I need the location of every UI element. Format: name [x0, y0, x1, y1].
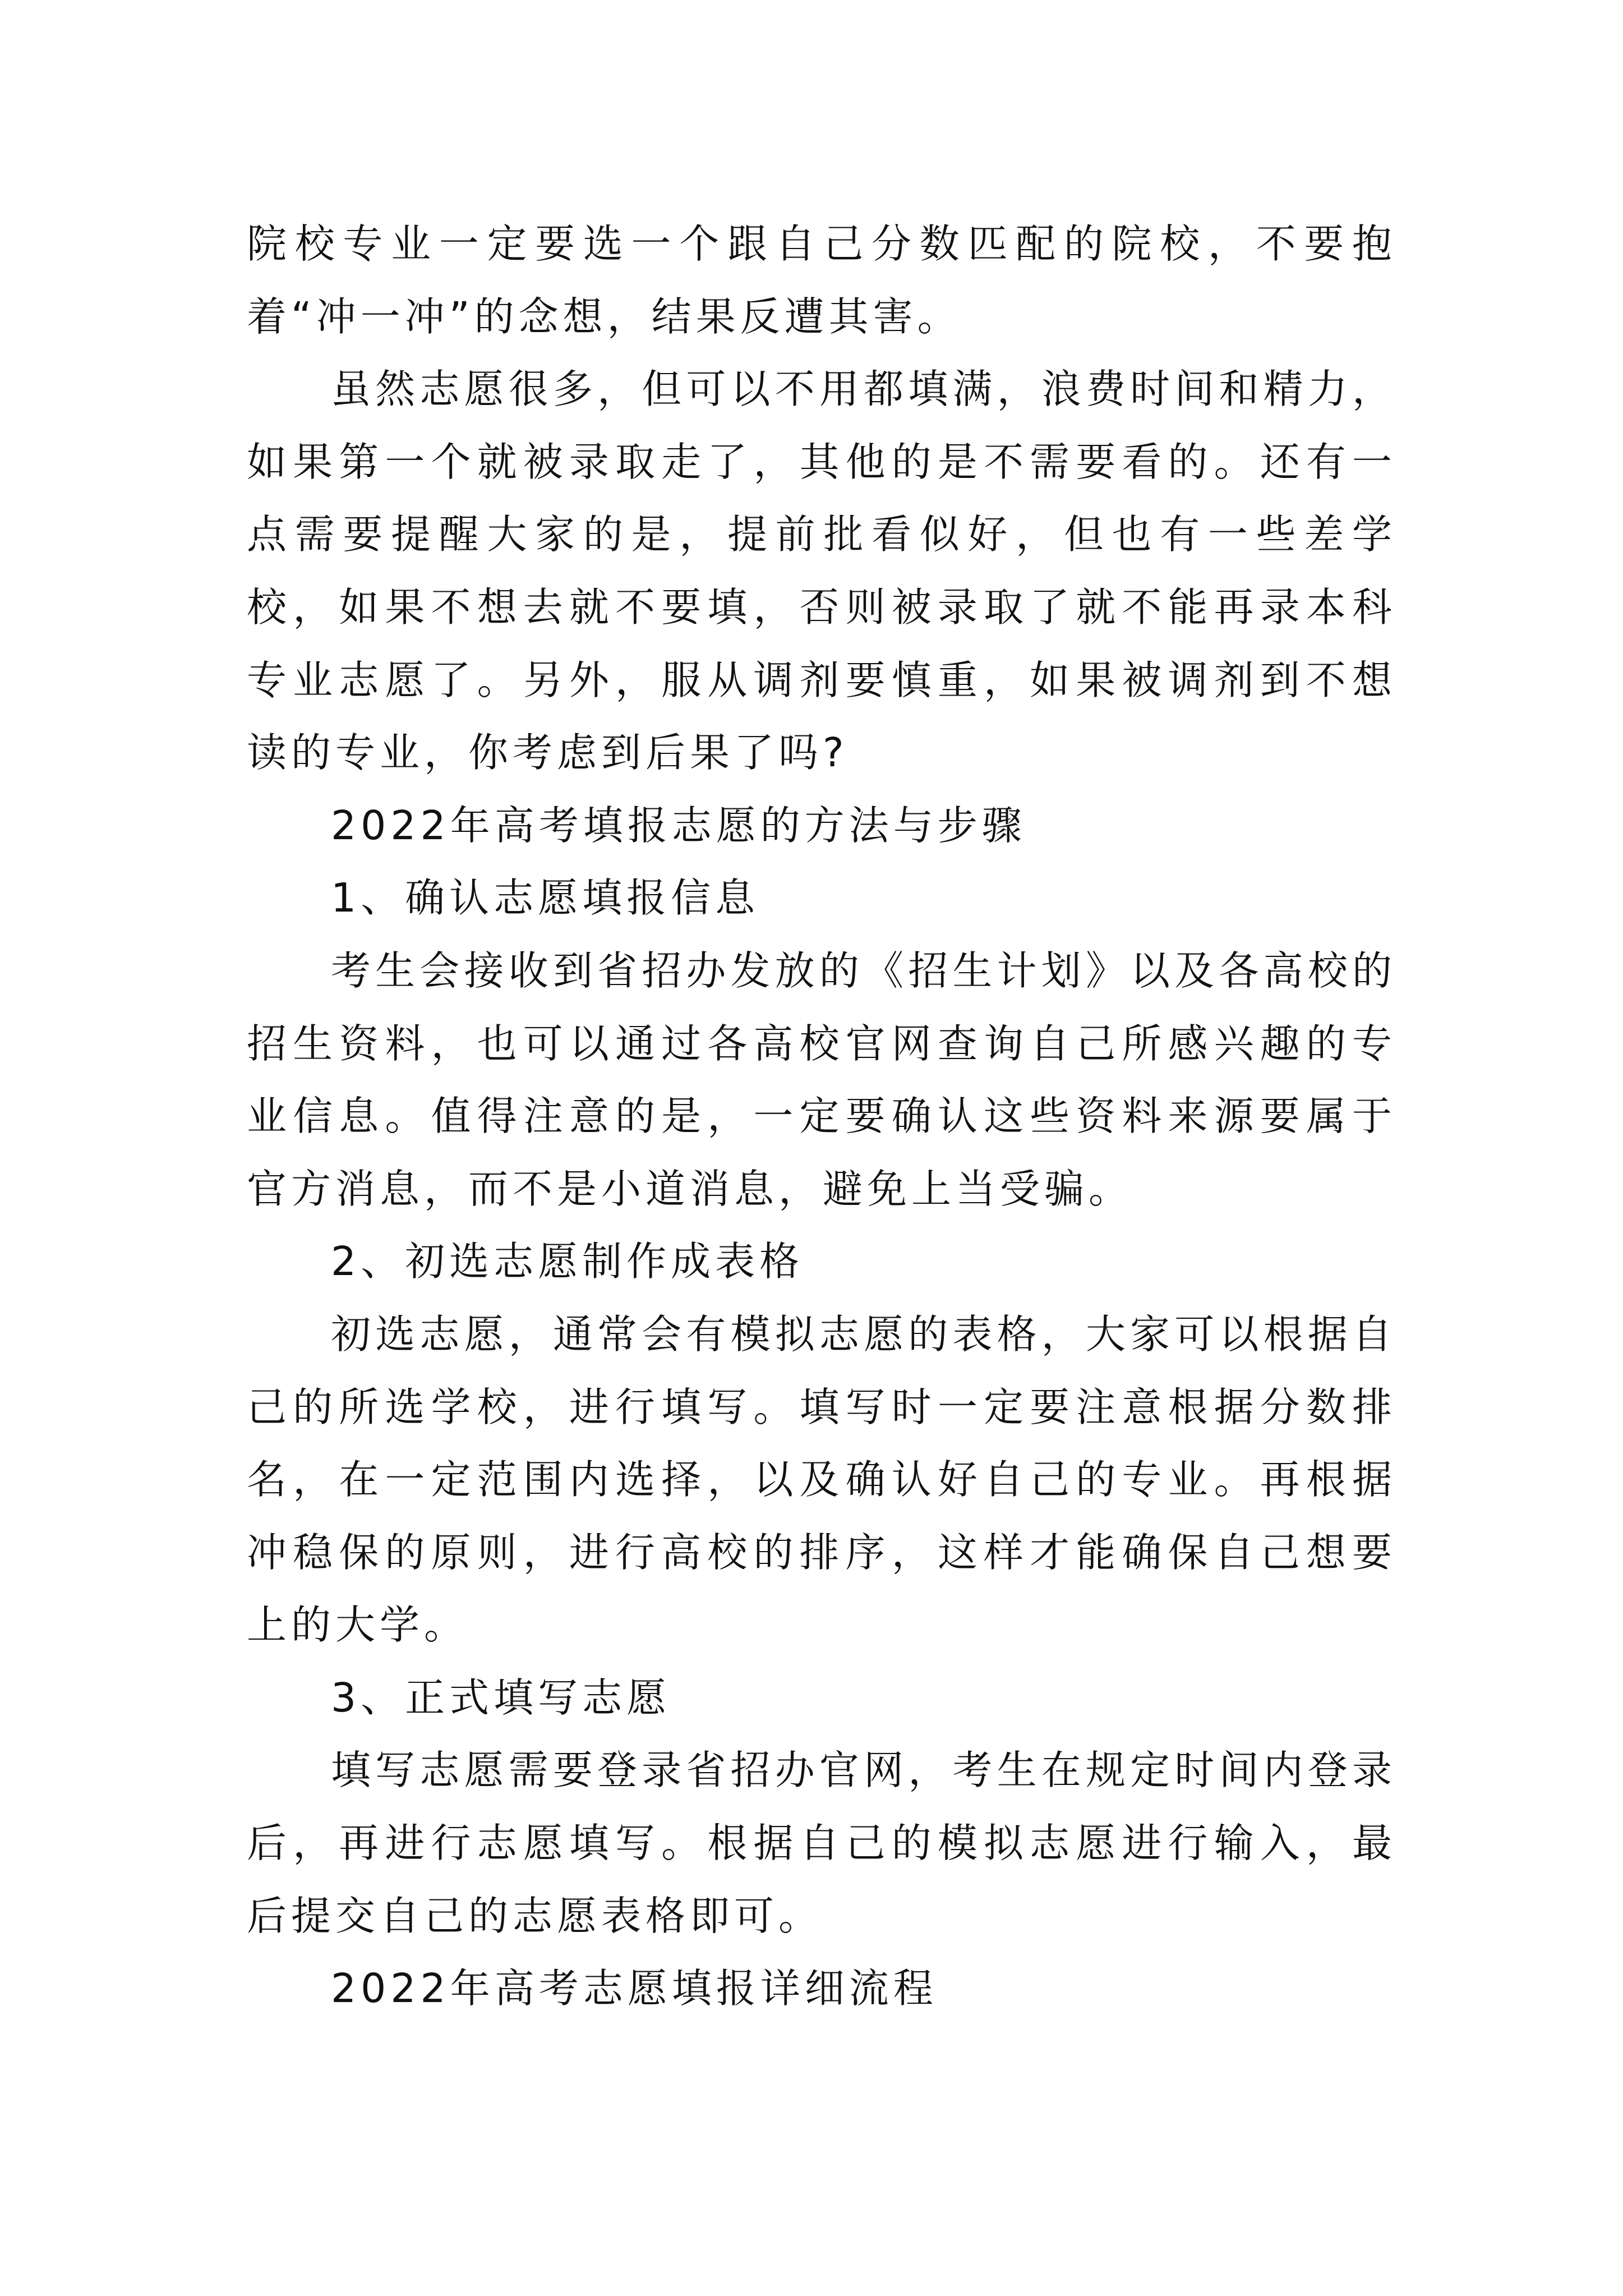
step-heading-1: 1、确认志愿填报信息 [331, 875, 760, 922]
section-heading-methods: 2022年高考填报志愿的方法与步骤 [331, 802, 1026, 849]
paragraph-continued: 院校专业一定要选一个跟自己分数匹配的院校，不要抱着“冲一冲”的念想，结果反遭其害。 [247, 220, 1396, 340]
paragraph-step-3: 填写志愿需要登录省招办官网，考生在规定时间内登录后，再进行志愿填写。根据自己的模拟志愿进行输入，最后提交自己的志愿表格即可。 [247, 1747, 1396, 1939]
step-heading-3: 3、正式填写志愿 [331, 1674, 671, 1721]
paragraph-step-1: 考生会接收到省招办发放的《招生计划》以及各高校的招生资料，也可以通过各高校官网查询自己所感兴趣的专业信息。值得注意的是，一定要确认这些资料来源要属于官方消息，而不是小道消息，避免上当受骗。 [247, 947, 1396, 1212]
paragraph-step-2: 初选志愿，通常会有模拟志愿的表格，大家可以根据自己的所选学校，进行填写。填写时一定要注意根据分数排名，在一定范围内选择，以及确认好自己的专业。再根据冲稳保的原则，进行高校的排序，这样才能确保自己想要上的大学。 [247, 1310, 1396, 1649]
document-body [247, 208, 1396, 2025]
paragraph-volunteer-tips: 虽然志愿很多，但可以不用都填满，浪费时间和精力，如果第一个就被录取走了，其他的是不需要看的。还有一点需要提醒大家的是，提前批看似好，但也有一些差学校，如果不想去就不要填，否则被录取了就不能再录本科专业志愿了。另外，服从调剂要慎重，如果被调剂到不想读的专业，你考虑到后果了吗? [247, 366, 1396, 776]
step-heading-2: 2、初选志愿制作成表格 [331, 1238, 804, 1285]
section-heading-process: 2022年高考志愿填报详细流程 [331, 1965, 938, 2012]
